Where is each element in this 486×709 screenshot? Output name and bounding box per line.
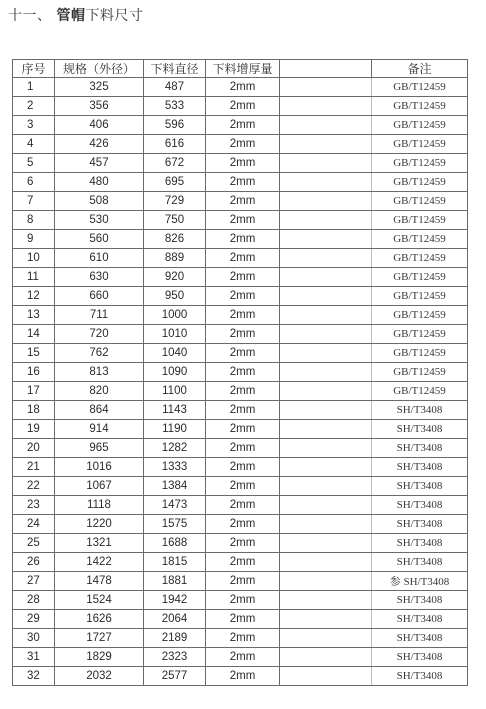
row-empty-cell <box>280 306 372 325</box>
row-remarks: SH/T3408 <box>372 496 468 515</box>
row-index: 29 <box>13 610 55 629</box>
table-row <box>13 306 468 325</box>
row-thickness-increase: 2mm <box>206 458 280 477</box>
row-remarks: GB/T12459 <box>372 268 468 287</box>
row-empty-cell <box>280 78 372 97</box>
row-thickness-increase: 2mm <box>206 268 280 287</box>
row-spec-od: 426 <box>55 135 144 154</box>
row-empty-cell <box>280 610 372 629</box>
row-index: 19 <box>13 420 55 439</box>
row-index: 1 <box>13 78 55 97</box>
row-spec-od: 508 <box>55 192 144 211</box>
row-index: 11 <box>13 268 55 287</box>
row-empty-cell <box>280 477 372 496</box>
row-remarks: GB/T12459 <box>372 306 468 325</box>
row-remarks: GB/T12459 <box>372 287 468 306</box>
row-empty-cell <box>280 135 372 154</box>
header-index: 序号 <box>13 60 55 78</box>
row-empty-cell <box>280 439 372 458</box>
table-row <box>13 382 468 401</box>
row-thickness-increase: 2mm <box>206 116 280 135</box>
row-thickness-increase: 2mm <box>206 610 280 629</box>
row-empty-cell <box>280 458 372 477</box>
row-blank-diameter: 1473 <box>144 496 206 515</box>
table-row <box>13 515 468 534</box>
row-remarks: SH/T3408 <box>372 553 468 572</box>
row-spec-od: 610 <box>55 249 144 268</box>
row-remarks: GB/T12459 <box>372 325 468 344</box>
row-spec-od: 965 <box>55 439 144 458</box>
row-blank-diameter: 1815 <box>144 553 206 572</box>
row-remarks: SH/T3408 <box>372 629 468 648</box>
row-blank-diameter: 1881 <box>144 572 206 591</box>
row-spec-od: 1524 <box>55 591 144 610</box>
row-remarks: SH/T3408 <box>372 534 468 553</box>
row-index: 22 <box>13 477 55 496</box>
table-row <box>13 553 468 572</box>
row-spec-od: 711 <box>55 306 144 325</box>
row-index: 15 <box>13 344 55 363</box>
row-spec-od: 1220 <box>55 515 144 534</box>
row-empty-cell <box>280 591 372 610</box>
table-row <box>13 211 468 230</box>
row-index: 26 <box>13 553 55 572</box>
table-row <box>13 648 468 667</box>
row-remarks: SH/T3408 <box>372 458 468 477</box>
table-row <box>13 97 468 116</box>
table-row <box>13 268 468 287</box>
row-empty-cell <box>280 116 372 135</box>
row-empty-cell <box>280 420 372 439</box>
table-row <box>13 78 468 97</box>
row-spec-od: 560 <box>55 230 144 249</box>
row-empty-cell <box>280 534 372 553</box>
row-empty-cell <box>280 344 372 363</box>
row-empty-cell <box>280 173 372 192</box>
row-blank-diameter: 1575 <box>144 515 206 534</box>
row-remarks: SH/T3408 <box>372 401 468 420</box>
row-thickness-increase: 2mm <box>206 496 280 515</box>
row-remarks: GB/T12459 <box>372 192 468 211</box>
row-thickness-increase: 2mm <box>206 667 280 686</box>
row-empty-cell <box>280 496 372 515</box>
row-index: 23 <box>13 496 55 515</box>
row-empty-cell <box>280 287 372 306</box>
row-blank-diameter: 487 <box>144 78 206 97</box>
row-remarks: SH/T3408 <box>372 610 468 629</box>
row-blank-diameter: 1688 <box>144 534 206 553</box>
table-row <box>13 610 468 629</box>
table-row <box>13 192 468 211</box>
row-index: 10 <box>13 249 55 268</box>
row-spec-od: 480 <box>55 173 144 192</box>
row-empty-cell <box>280 154 372 173</box>
row-remarks: GB/T12459 <box>372 135 468 154</box>
row-spec-od: 1118 <box>55 496 144 515</box>
row-empty-cell <box>280 249 372 268</box>
table-row <box>13 230 468 249</box>
row-spec-od: 1626 <box>55 610 144 629</box>
row-blank-diameter: 826 <box>144 230 206 249</box>
row-blank-diameter: 2064 <box>144 610 206 629</box>
row-remarks: SH/T3408 <box>372 667 468 686</box>
cap-blanking-size-table <box>12 59 468 686</box>
row-thickness-increase: 2mm <box>206 249 280 268</box>
row-thickness-increase: 2mm <box>206 572 280 591</box>
row-remarks: GB/T12459 <box>372 97 468 116</box>
section-heading <box>8 5 143 25</box>
row-blank-diameter: 2189 <box>144 629 206 648</box>
row-blank-diameter: 889 <box>144 249 206 268</box>
row-thickness-increase: 2mm <box>206 648 280 667</box>
row-index: 12 <box>13 287 55 306</box>
row-blank-diameter: 1333 <box>144 458 206 477</box>
row-blank-diameter: 533 <box>144 97 206 116</box>
section-title-rest: 下料尺寸 <box>85 8 144 24</box>
row-blank-diameter: 2323 <box>144 648 206 667</box>
row-spec-od: 820 <box>55 382 144 401</box>
row-blank-diameter: 1282 <box>144 439 206 458</box>
row-thickness-increase: 2mm <box>206 629 280 648</box>
table-row <box>13 591 468 610</box>
row-spec-od: 1422 <box>55 553 144 572</box>
row-blank-diameter: 750 <box>144 211 206 230</box>
row-index: 13 <box>13 306 55 325</box>
row-thickness-increase: 2mm <box>206 78 280 97</box>
row-blank-diameter: 920 <box>144 268 206 287</box>
row-thickness-increase: 2mm <box>206 135 280 154</box>
row-blank-diameter: 1090 <box>144 363 206 382</box>
row-remarks: SH/T3408 <box>372 648 468 667</box>
row-empty-cell <box>280 268 372 287</box>
row-spec-od: 864 <box>55 401 144 420</box>
row-thickness-increase: 2mm <box>206 477 280 496</box>
row-spec-od: 1016 <box>55 458 144 477</box>
header-empty <box>280 60 372 78</box>
row-spec-od: 914 <box>55 420 144 439</box>
row-spec-od: 325 <box>55 78 144 97</box>
row-remarks: GB/T12459 <box>372 154 468 173</box>
row-remarks: GB/T12459 <box>372 249 468 268</box>
row-thickness-increase: 2mm <box>206 420 280 439</box>
row-blank-diameter: 596 <box>144 116 206 135</box>
row-index: 27 <box>13 572 55 591</box>
row-thickness-increase: 2mm <box>206 211 280 230</box>
row-spec-od: 530 <box>55 211 144 230</box>
row-empty-cell <box>280 401 372 420</box>
row-index: 25 <box>13 534 55 553</box>
row-spec-od: 356 <box>55 97 144 116</box>
section-number: 十一、 <box>8 8 52 24</box>
row-spec-od: 457 <box>55 154 144 173</box>
row-empty-cell <box>280 192 372 211</box>
row-thickness-increase: 2mm <box>206 515 280 534</box>
row-spec-od: 630 <box>55 268 144 287</box>
row-remarks: GB/T12459 <box>372 211 468 230</box>
row-empty-cell <box>280 230 372 249</box>
row-remarks: GB/T12459 <box>372 382 468 401</box>
row-spec-od: 1829 <box>55 648 144 667</box>
row-thickness-increase: 2mm <box>206 382 280 401</box>
table-row <box>13 420 468 439</box>
row-blank-diameter: 1942 <box>144 591 206 610</box>
header-remarks: 备注 <box>372 60 468 78</box>
table-row <box>13 458 468 477</box>
row-thickness-increase: 2mm <box>206 97 280 116</box>
row-blank-diameter: 695 <box>144 173 206 192</box>
row-spec-od: 1478 <box>55 572 144 591</box>
row-index: 7 <box>13 192 55 211</box>
row-blank-diameter: 729 <box>144 192 206 211</box>
row-blank-diameter: 1040 <box>144 344 206 363</box>
table-row <box>13 344 468 363</box>
table-row <box>13 249 468 268</box>
row-blank-diameter: 1010 <box>144 325 206 344</box>
table-row <box>13 477 468 496</box>
row-index: 21 <box>13 458 55 477</box>
header-blank-diameter: 下料直径 <box>144 60 206 78</box>
table-row <box>13 135 468 154</box>
row-blank-diameter: 672 <box>144 154 206 173</box>
row-remarks: SH/T3408 <box>372 477 468 496</box>
row-index: 30 <box>13 629 55 648</box>
row-index: 24 <box>13 515 55 534</box>
row-empty-cell <box>280 97 372 116</box>
row-spec-od: 1067 <box>55 477 144 496</box>
table-row <box>13 629 468 648</box>
row-blank-diameter: 950 <box>144 287 206 306</box>
row-blank-diameter: 1100 <box>144 382 206 401</box>
row-thickness-increase: 2mm <box>206 553 280 572</box>
row-spec-od: 720 <box>55 325 144 344</box>
section-title-bold: 管帽 <box>56 8 86 24</box>
row-blank-diameter: 1384 <box>144 477 206 496</box>
row-thickness-increase: 2mm <box>206 325 280 344</box>
row-empty-cell <box>280 363 372 382</box>
table-row <box>13 173 468 192</box>
row-index: 18 <box>13 401 55 420</box>
row-index: 17 <box>13 382 55 401</box>
row-remarks: GB/T12459 <box>372 116 468 135</box>
table-row <box>13 116 468 135</box>
row-spec-od: 660 <box>55 287 144 306</box>
row-empty-cell <box>280 667 372 686</box>
table-row <box>13 401 468 420</box>
row-thickness-increase: 2mm <box>206 230 280 249</box>
table-row <box>13 667 468 686</box>
row-thickness-increase: 2mm <box>206 287 280 306</box>
row-remarks: SH/T3408 <box>372 420 468 439</box>
table-row <box>13 154 468 173</box>
row-remarks: SH/T3408 <box>372 591 468 610</box>
row-empty-cell <box>280 648 372 667</box>
row-remarks: GB/T12459 <box>372 344 468 363</box>
row-spec-od: 406 <box>55 116 144 135</box>
row-index: 2 <box>13 97 55 116</box>
row-remarks: SH/T3408 <box>372 515 468 534</box>
row-remarks: 参 SH/T3408 <box>372 572 468 591</box>
row-index: 32 <box>13 667 55 686</box>
row-empty-cell <box>280 515 372 534</box>
header-thickness-increase: 下料增厚量 <box>206 60 280 78</box>
row-index: 9 <box>13 230 55 249</box>
row-index: 3 <box>13 116 55 135</box>
row-blank-diameter: 1190 <box>144 420 206 439</box>
row-thickness-increase: 2mm <box>206 173 280 192</box>
row-empty-cell <box>280 325 372 344</box>
row-index: 20 <box>13 439 55 458</box>
row-index: 16 <box>13 363 55 382</box>
row-thickness-increase: 2mm <box>206 591 280 610</box>
row-empty-cell <box>280 211 372 230</box>
row-empty-cell <box>280 382 372 401</box>
row-thickness-increase: 2mm <box>206 363 280 382</box>
row-blank-diameter: 1143 <box>144 401 206 420</box>
row-index: 5 <box>13 154 55 173</box>
table-row <box>13 496 468 515</box>
row-spec-od: 1321 <box>55 534 144 553</box>
row-remarks: GB/T12459 <box>372 173 468 192</box>
row-thickness-increase: 2mm <box>206 401 280 420</box>
row-thickness-increase: 2mm <box>206 192 280 211</box>
row-remarks: GB/T12459 <box>372 78 468 97</box>
row-empty-cell <box>280 553 372 572</box>
row-index: 6 <box>13 173 55 192</box>
row-thickness-increase: 2mm <box>206 154 280 173</box>
row-remarks: GB/T12459 <box>372 363 468 382</box>
row-spec-od: 762 <box>55 344 144 363</box>
table-row <box>13 572 468 591</box>
row-thickness-increase: 2mm <box>206 344 280 363</box>
header-spec-od: 规格（外径） <box>55 60 144 78</box>
row-index: 8 <box>13 211 55 230</box>
row-spec-od: 813 <box>55 363 144 382</box>
row-spec-od: 1727 <box>55 629 144 648</box>
row-empty-cell <box>280 572 372 591</box>
table-row <box>13 363 468 382</box>
row-empty-cell <box>280 629 372 648</box>
table-row <box>13 325 468 344</box>
table-row <box>13 534 468 553</box>
row-blank-diameter: 2577 <box>144 667 206 686</box>
row-index: 14 <box>13 325 55 344</box>
row-thickness-increase: 2mm <box>206 306 280 325</box>
row-remarks: GB/T12459 <box>372 230 468 249</box>
row-thickness-increase: 2mm <box>206 439 280 458</box>
table-row <box>13 439 468 458</box>
row-spec-od: 2032 <box>55 667 144 686</box>
row-thickness-increase: 2mm <box>206 534 280 553</box>
row-remarks: SH/T3408 <box>372 439 468 458</box>
row-index: 4 <box>13 135 55 154</box>
row-blank-diameter: 1000 <box>144 306 206 325</box>
table-row <box>13 287 468 306</box>
row-index: 31 <box>13 648 55 667</box>
table-header-row <box>13 60 468 78</box>
row-index: 28 <box>13 591 55 610</box>
row-blank-diameter: 616 <box>144 135 206 154</box>
